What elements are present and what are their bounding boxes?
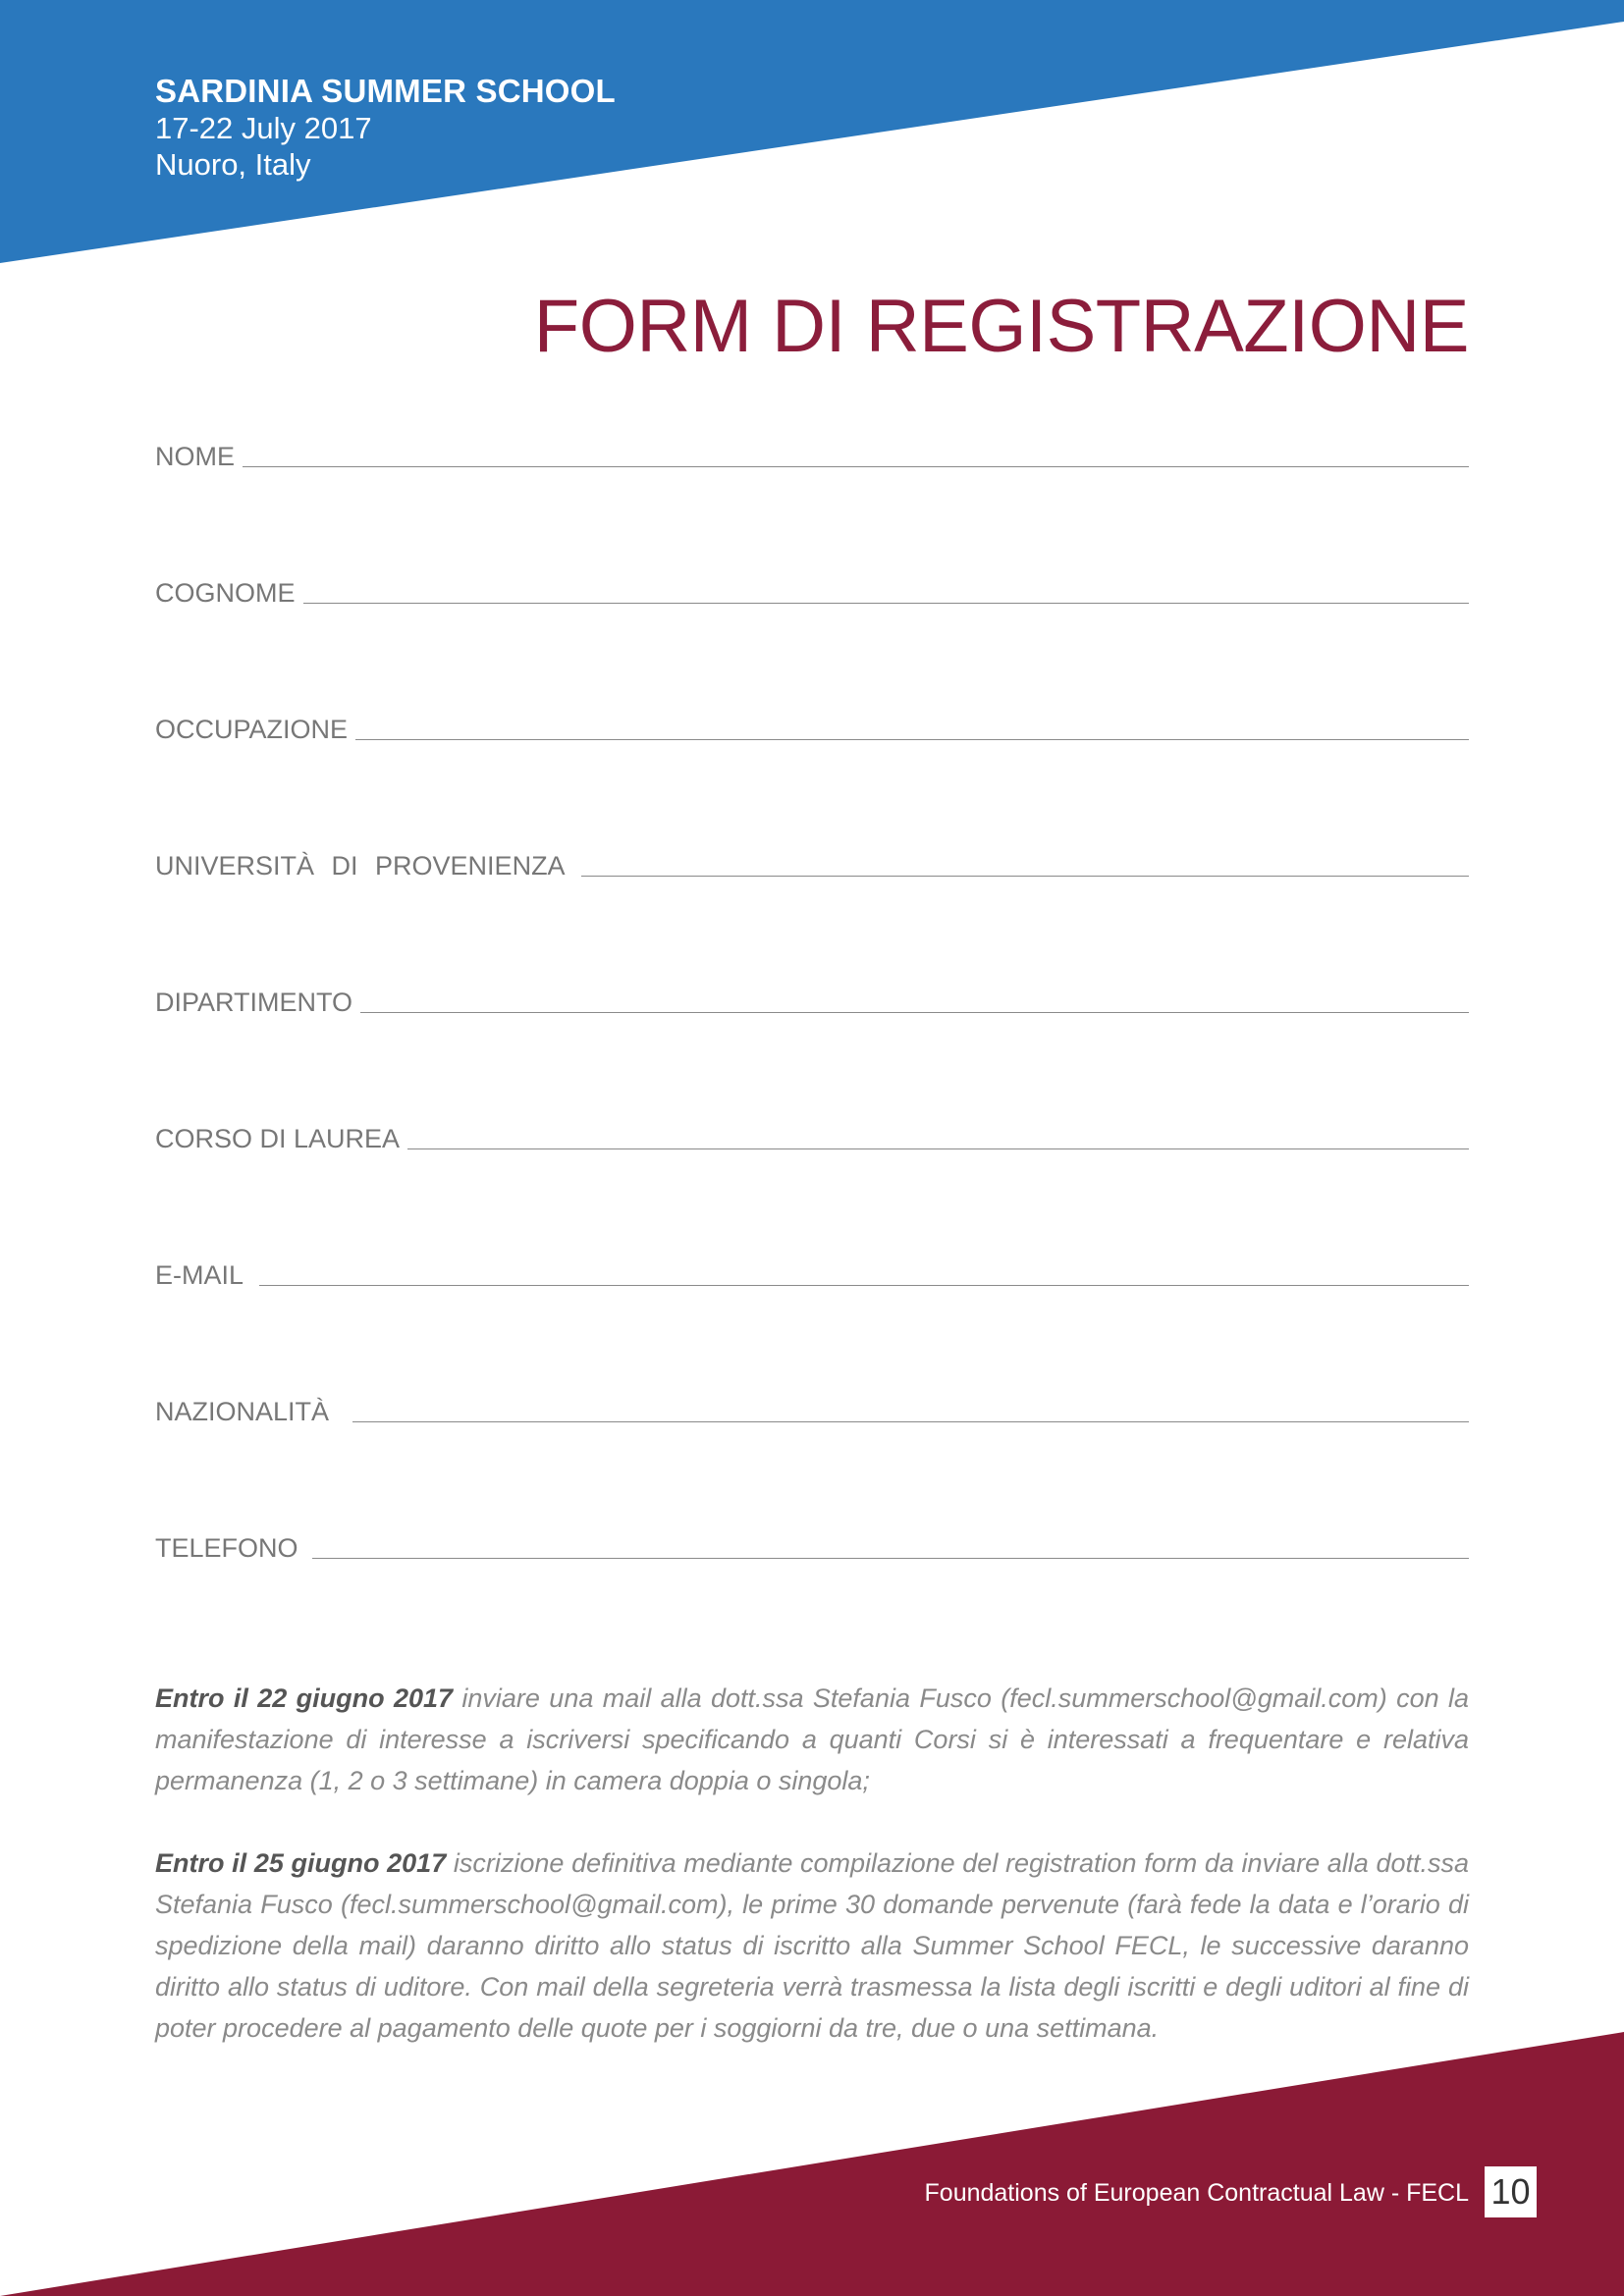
field-label: TELEFONO — [155, 1533, 298, 1563]
field-line[interactable] — [303, 603, 1469, 604]
page-number: 10 — [1485, 2166, 1537, 2217]
deadline-date-2: Entro il 25 giugno 2017 — [155, 1848, 447, 1878]
field-occupazione[interactable] — [155, 705, 1469, 744]
field-line[interactable] — [407, 1148, 1469, 1149]
deadline-paragraph-2 — [155, 1842, 1469, 2049]
deadline-text-1: inviare una mail alla dott.ssa Stefania Fusco (fecl.summerschool@gmail.com) con la manifestazione di interesse a iscriversi specificando a quanti Corsi si è interessati a frequentare e relativa permanenza (1, 2 o 3 settimane) in camera doppia o singola; — [155, 1683, 1469, 1795]
deadline-date-1: Entro il 22 giugno 2017 — [155, 1683, 454, 1713]
field-label: DIPARTIMENTO — [155, 988, 353, 1017]
field-line[interactable] — [581, 876, 1469, 877]
event-dates: 17-22 July 2017 — [155, 111, 372, 145]
field-universita[interactable] — [155, 841, 1469, 881]
field-line[interactable] — [355, 739, 1469, 740]
deadline-paragraph-1 — [155, 1678, 1469, 1801]
field-cognome[interactable] — [155, 568, 1469, 608]
field-telefono[interactable] — [155, 1523, 1469, 1563]
school-name: SARDINIA SUMMER SCHOOL — [155, 73, 616, 109]
field-line[interactable] — [312, 1558, 1469, 1559]
field-line[interactable] — [259, 1285, 1469, 1286]
field-line[interactable] — [352, 1421, 1469, 1422]
field-label: NAZIONALITÀ — [155, 1397, 330, 1426]
event-place: Nuoro, Italy — [155, 147, 311, 182]
footer-title: Foundations of European Contractual Law - FECL — [924, 2179, 1469, 2207]
footer-burgundy-band — [0, 2032, 1624, 2296]
field-nome[interactable] — [155, 432, 1469, 471]
deadline-text-2: iscrizione definitiva mediante compilazione del registration form da inviare alla dott.ssa Stefania Fusco (fecl.summerschool@gmail.com), le prime 30 domande pervenute (farà fede la data e l’orario di spedizione della mail) daranno diritto allo status di iscritto alla Summer School FECL, le successive daranno diritto allo status di uditore. Con mail della segreteria verrà trasmessa la lista degli iscritti e degli uditori al fine di poter procedere al pagamento delle quote per i soggiorni da tre, due o una settimana. — [155, 1848, 1469, 2043]
field-dipartimento[interactable] — [155, 978, 1469, 1017]
field-label: NOME — [155, 442, 235, 471]
field-label: E-MAIL — [155, 1260, 244, 1290]
field-corso-di-laurea[interactable] — [155, 1114, 1469, 1153]
field-label: CORSO DI LAUREA — [155, 1124, 401, 1153]
header-block — [155, 73, 616, 183]
field-label: COGNOME — [155, 578, 296, 608]
page-title: FORM DI REGISTRAZIONE — [533, 285, 1469, 368]
field-line[interactable] — [243, 466, 1469, 467]
field-label: OCCUPAZIONE — [155, 715, 349, 744]
field-line[interactable] — [360, 1012, 1469, 1013]
field-nazionalita[interactable] — [155, 1387, 1469, 1426]
field-label: UNIVERSITÀ DI PROVENIENZA — [155, 851, 566, 881]
field-email[interactable] — [155, 1251, 1469, 1290]
